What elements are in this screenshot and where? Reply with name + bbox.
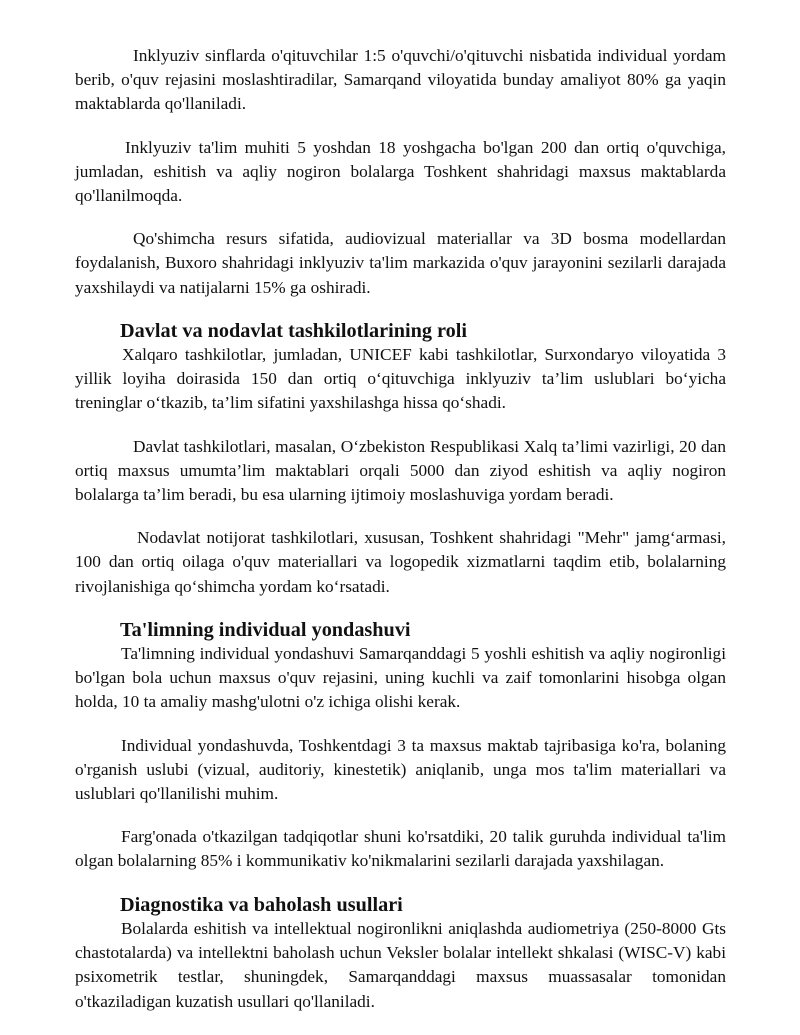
heading-individual-approach: Ta'limning individual yondashuvi [120,618,411,641]
heading-organizations-role: Davlat va nodavlat tashkilotlarining roli [120,319,468,342]
paragraph-diagnostics-methods: Bolalarda eshitish va intellektual nogironlikni aniqlashda audiometriya (250-8000 Gts chastotalarda) va intellektni baholash uchun Veksler bolalar intellekt shkalasi (WISC-V) kabi psixometrik testlar, shuningdek, Samarqanddagi maxsus muassasalar tomonidan o'tkaziladigan kuzatish usullari qo'llaniladi. [75,918,726,1011]
paragraph-ngo-organizations: Nodavlat notijorat tashkilotlari, xususan, Toshkent shahridagi "Mehr" jamg‘armasi, 100 dan ortiq oilaga o'quv materiallari va logopedik xizmatlarni taqdim etib, bolalarning rivojlanishiga qo‘shimcha yordam ko‘rsatadi. [75,528,726,596]
document-page [75,44,726,1014]
paragraph-inclusive-classes: Inklyuziv sinflarda o'qituvchilar 1:5 o'quvchi/o'qituvchi nisbatida individual yordam berib, o'quv rejasini moslashtiradilar, Samarqand viloyatida bunday amaliyot 80% ga yaqin maktablarda qo'llaniladi. [75,46,726,114]
paragraph-inclusive-environment: Inklyuziv ta'lim muhiti 5 yoshdan 18 yoshgacha bo'lgan 200 dan ortiq o'quvchiga, jumladan, eshitish va aqliy nogiron bolalarga Toshkent shahridagi maxsus maktablarda qo'llanilmoqda. [75,137,726,206]
paragraph-learning-style: Individual yondashuvda, Toshkentdagi 3 ta maxsus maktab tajribasiga ko'ra, bolaning o'rganish uslubi (vizual, auditoriy, kinestetik) aniqlanib, unga mos ta'lim materiallari va uslublari qo'llanilishi muhim. [75,735,726,804]
heading-diagnostics: Diagnostika va baholash usullari [120,893,403,916]
paragraph-individual-plan: Ta'limning individual yondashuvi Samarqanddagi 5 yoshli eshitish va aqliy nogironligi bo'lgan bola uchun maxsus o'quv rejasini, uning kuchli va zaif tomonlarini hisobga olgan holda, 10 ta amaliy mashg'ulotni o'z ichiga olishi kerak. [75,644,726,712]
paragraph-fergana-research: Farg'onada o'tkazilgan tadqiqotlar shuni ko'rsatdiki, 20 talik guruhda individual ta'lim olgan bolalarning 85% i kommunikativ ko'nikmalarini sezilarli darajada yaxshilagan. [75,827,726,871]
paragraph-state-organizations: Davlat tashkilotlari, masalan, O‘zbekiston Respublikasi Xalq ta’limi vazirligi, 20 dan ortiq maxsus umumta’lim maktablari orqali 5000 dan ziyod eshitish va aqliy nogiron bolalarga ta’lim beradi, bu esa ularning ijtimoiy moslashuviga yordam beradi. [75,436,726,505]
paragraph-additional-resources: Qo'shimcha resurs sifatida, audiovizual materiallar va 3D bosma modellardan foydalanish, Buxoro shahridagi inklyuziv ta'lim markazida o'quv jarayonini sezilarli darajada yaxshilaydi va natijalarni 15% ga oshiradi. [75,229,726,297]
paragraph-international-organizations: Xalqaro tashkilotlar, jumladan, UNICEF kabi tashkilotlar, Surxondaryo viloyatida 3 yillik loyiha doirasida 150 dan ortiq o‘qituvchiga inklyuziv ta’lim uslublari bo‘yicha treninglar o‘tkazib, ta’lim sifatini yaxshilashga hissa qo‘shadi. [75,345,726,413]
